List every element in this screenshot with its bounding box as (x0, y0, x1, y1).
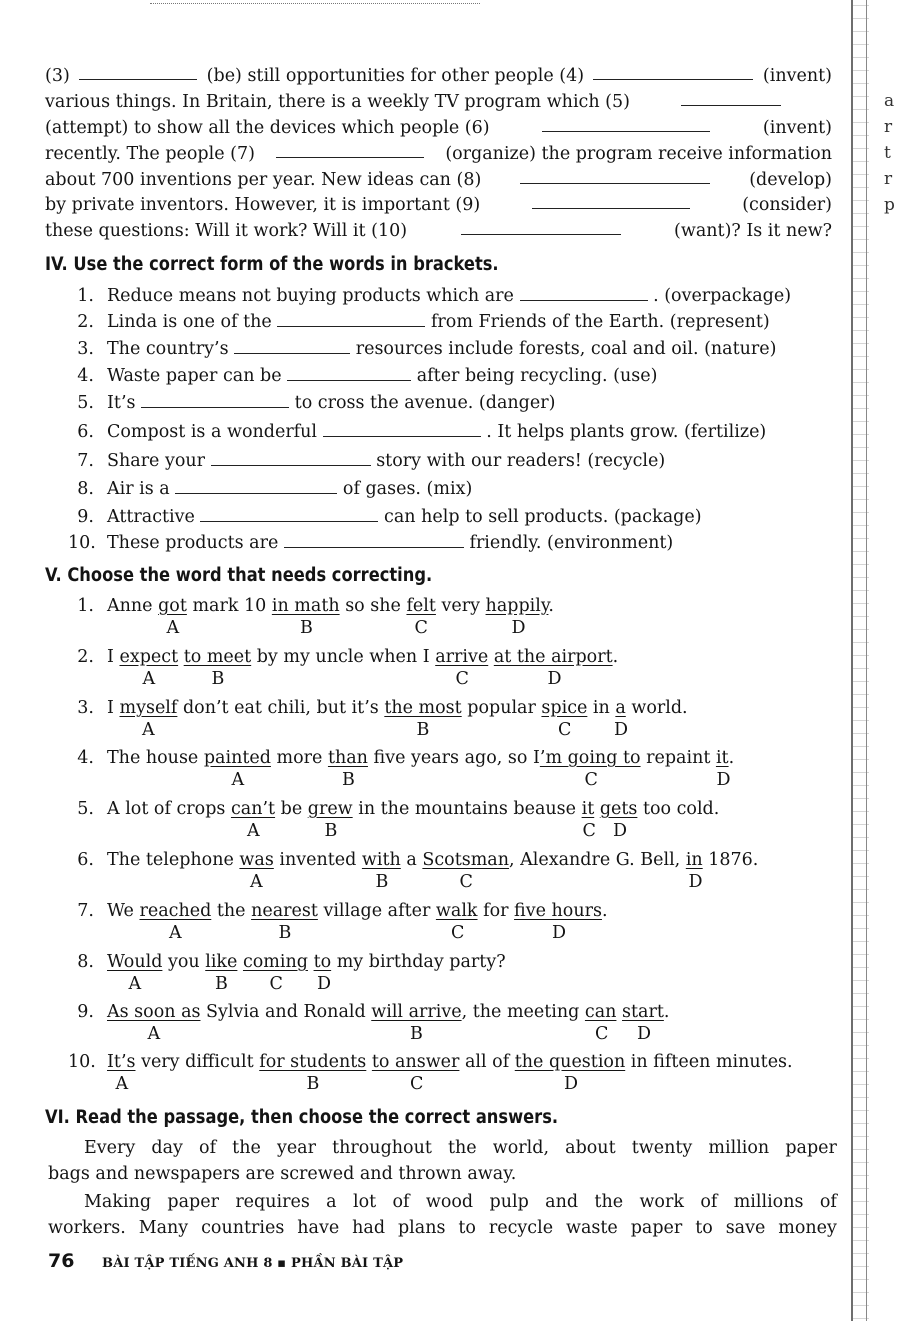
underlined-option[interactable]: arrive (435, 647, 489, 667)
passage-word: recycle (488, 1218, 554, 1238)
margin-char: a (884, 91, 895, 111)
margin-char: p (884, 195, 895, 215)
question-number: 8. (77, 952, 94, 972)
passage-word: about (565, 1138, 616, 1158)
underlined-option[interactable]: ’m going to (539, 748, 641, 768)
answer-blank[interactable] (520, 285, 648, 301)
underlined-option[interactable]: to (313, 952, 332, 972)
passage-word: throughout (332, 1138, 432, 1158)
option-letter-d: D (637, 1024, 652, 1044)
option-letter-c: C (459, 872, 473, 892)
item-text (107, 449, 665, 473)
option-letter-a: A (250, 872, 263, 892)
underlined-option[interactable]: can (584, 1002, 617, 1022)
sentence-text: . (548, 596, 554, 616)
underlined-option[interactable]: it (715, 748, 729, 768)
option-letter-a: A (166, 618, 180, 638)
option-letter-d: D (317, 974, 332, 994)
underlined-option[interactable]: it (581, 799, 595, 819)
passage-word: lot (352, 1192, 377, 1212)
answer-blank[interactable] (234, 338, 350, 354)
sentence-text: . (728, 748, 735, 768)
sentence-text: Anne (107, 596, 159, 616)
passage-line (45, 142, 832, 166)
answer-blank[interactable] (175, 478, 337, 494)
item-text-after: resources include forests, coal and oil. (nature) (355, 339, 777, 359)
option-letter-a: A (147, 1024, 161, 1044)
question-number: 1. (77, 596, 94, 616)
question-sentence (107, 848, 758, 872)
option-letter-b: B (342, 770, 355, 790)
underlined-option[interactable]: than (327, 748, 368, 768)
sentence-text: the (211, 901, 252, 921)
option-letter-b: B (278, 923, 292, 943)
passage-text: (be) still opportunities for other people (4) (206, 66, 585, 86)
answer-blank[interactable] (284, 532, 464, 548)
underlined-option[interactable]: As soon as (107, 1002, 201, 1022)
item-number: 2. (77, 312, 94, 332)
question-sentence (107, 1000, 669, 1024)
underlined-option[interactable]: myself (119, 698, 178, 718)
item-text-before: Reduce means not buying products which are (107, 286, 514, 306)
sentence-text: I (107, 647, 120, 667)
underlined-option[interactable]: start (622, 1002, 664, 1022)
passage-word: twenty (631, 1138, 693, 1158)
passage-text: these questions: Will it work? Will it (10) (45, 221, 408, 241)
book-title: BÀI TẬP TIẾNG ANH 8 ▪ PHẦN BÀI TẬP (102, 1256, 404, 1271)
passage-word: of (392, 1192, 410, 1212)
item-number: 3. (77, 339, 94, 359)
passage-line (48, 1136, 837, 1160)
passage-word: requires (235, 1192, 310, 1212)
item-text-before: Linda is one of the (107, 312, 272, 332)
passage-line (45, 64, 832, 88)
underlined-option[interactable]: at the airport (493, 647, 613, 667)
sentence-text: popular (461, 698, 542, 718)
top-dotted-rule (150, 3, 480, 4)
option-letter-b: B (215, 974, 228, 994)
option-letter-c: C (582, 821, 596, 841)
sentence-text: village after (317, 901, 436, 921)
item-number: 8. (77, 479, 94, 499)
sentence-text: repaint (640, 748, 716, 768)
item-text-before: Share your (107, 451, 206, 471)
sentence-text: . (601, 901, 608, 921)
item-number: 7. (77, 451, 94, 471)
passage-word: of (700, 1192, 718, 1212)
question-sentence (107, 899, 608, 923)
option-letter-b: B (416, 720, 430, 740)
sentence-text: mark 10 (186, 596, 272, 616)
underlined-option[interactable]: was (239, 850, 274, 870)
option-letter-d: D (613, 821, 628, 841)
option-letter-b: B (211, 669, 225, 689)
sentence-text: 1876. (702, 850, 759, 870)
option-letters (0, 668, 907, 690)
sentence-text: by my uncle when I (251, 647, 436, 667)
passage-text: (invent) (762, 118, 832, 138)
passage-word: millions (733, 1192, 804, 1212)
question-number: 7. (77, 901, 94, 921)
passage-text: bags and newspapers are screwed and thrown away. (48, 1164, 517, 1184)
item-text-before: Compost is a wonderful (107, 422, 318, 442)
passage-word: Making (84, 1192, 152, 1212)
page-footer (48, 1250, 403, 1275)
underlined-option[interactable]: walk (435, 901, 478, 921)
item-text (107, 531, 673, 555)
underlined-option[interactable]: It’s (107, 1052, 136, 1072)
underlined-option[interactable]: nearest (251, 901, 318, 921)
sentence-text: . (612, 647, 619, 667)
answer-blank[interactable] (461, 219, 621, 235)
item-text-after: . It helps plants grow. (fertilize) (486, 422, 767, 442)
option-letter-d: D (547, 669, 562, 689)
item-number: 10. (68, 533, 96, 553)
answer-blank[interactable] (520, 168, 710, 184)
passage-word: paper (630, 1218, 683, 1238)
option-letters (0, 719, 907, 741)
sentence-text: world. (625, 698, 688, 718)
passage-line (45, 90, 832, 114)
option-letter-c: C (558, 720, 572, 740)
item-text-before: The country’s (107, 339, 229, 359)
sentence-text: be (275, 799, 308, 819)
passage-text: (invent) (762, 66, 832, 86)
sentence-text: all of (459, 1052, 515, 1072)
answer-blank[interactable] (276, 142, 424, 158)
page-number: 76 (48, 1250, 75, 1272)
item-text (107, 477, 472, 501)
option-letter-d: D (564, 1074, 579, 1094)
item-number: 4. (77, 366, 94, 386)
underlined-option[interactable]: the most (384, 698, 462, 718)
sentence-text: you (162, 952, 206, 972)
passage-line (45, 193, 832, 217)
question-sentence (107, 950, 506, 974)
item-text-after: can help to sell products. (package) (384, 507, 702, 527)
passage-word: the (594, 1192, 624, 1212)
option-letter-c: C (595, 1024, 609, 1044)
underlined-option[interactable]: Would (107, 952, 163, 972)
underlined-option[interactable]: with (361, 850, 401, 870)
item-text (107, 310, 770, 334)
option-letter-a: A (169, 923, 182, 943)
section-6-heading: VI. Read the passage, then choose the correct answers. (45, 1107, 559, 1128)
option-letter-b: B (324, 821, 338, 841)
sentence-text: Sylvia and Ronald (200, 1002, 372, 1022)
answer-blank[interactable] (287, 365, 411, 381)
underlined-option[interactable]: the question (514, 1052, 626, 1072)
item-text-after: after being recycling. (use) (416, 366, 658, 386)
passage-word: plans (397, 1218, 446, 1238)
underlined-option[interactable]: in (685, 850, 703, 870)
option-letters (0, 617, 907, 639)
underlined-option[interactable]: gets (599, 799, 638, 819)
sentence-text: The house (107, 748, 204, 768)
option-letter-a: A (142, 720, 155, 740)
question-number: 3. (77, 698, 94, 718)
passage-line (45, 219, 832, 243)
passage-text: (consider) (742, 195, 832, 215)
underlined-option[interactable]: to meet (183, 647, 252, 667)
sentence-text: A lot of crops (107, 799, 231, 819)
item-text-after: to cross the avenue. (danger) (294, 393, 556, 413)
underlined-option[interactable]: can’t (230, 799, 276, 819)
passage-text: various things. In Britain, there is a weekly TV program which (5) (45, 92, 630, 112)
item-text (107, 364, 657, 388)
sentence-text: very (435, 596, 486, 616)
section-5-heading: V. Choose the word that needs correcting. (45, 565, 433, 586)
answer-blank[interactable] (277, 311, 425, 327)
option-letter-a: A (128, 974, 142, 994)
underlined-option[interactable]: like (205, 952, 238, 972)
underlined-option[interactable]: got (158, 596, 187, 616)
item-text-after: friendly. (environment) (469, 533, 674, 553)
option-letter-b: B (300, 618, 313, 638)
option-letters (0, 973, 907, 995)
passage-text: (organize) the program receive information (445, 144, 832, 164)
passage-word: to (695, 1218, 713, 1238)
sentence-text: in fifteen minutes. (625, 1052, 793, 1072)
passage-text: about 700 inventions per year. New ideas can (8) (45, 170, 482, 190)
sentence-text: We (107, 901, 140, 921)
option-letter-b: B (375, 872, 389, 892)
question-sentence (107, 797, 719, 821)
option-letter-c: C (269, 974, 283, 994)
option-letter-c: C (584, 770, 598, 790)
item-text (107, 284, 791, 308)
option-letters (0, 871, 907, 893)
underlined-option[interactable]: painted (203, 748, 271, 768)
passage-word: countries (201, 1218, 285, 1238)
sentence-text: in the mountains beause (352, 799, 582, 819)
sentence-text: a (400, 850, 423, 870)
question-number: 2. (77, 647, 94, 667)
passage-word: workers. (48, 1218, 126, 1238)
item-number: 6. (77, 422, 94, 442)
underlined-option[interactable]: happily (485, 596, 549, 616)
margin-char: r (884, 117, 893, 137)
passage-word: pulp (489, 1192, 529, 1212)
passage-word: of (819, 1192, 837, 1212)
item-number: 9. (77, 507, 94, 527)
question-sentence (107, 696, 688, 720)
sentence-text: I (107, 698, 120, 718)
answer-blank[interactable] (593, 64, 753, 80)
passage-word: Every (84, 1138, 136, 1158)
underlined-option[interactable]: five hours (514, 901, 602, 921)
option-letter-a: A (142, 669, 156, 689)
underlined-option[interactable]: felt (406, 596, 436, 616)
option-letters (0, 1023, 907, 1045)
underlined-option[interactable]: Scotsman (422, 850, 510, 870)
passage-text: (attempt) to show all the devices which people (6) (45, 118, 490, 138)
passage-word: of (199, 1138, 217, 1158)
margin-char: r (884, 169, 893, 189)
item-text-before: Waste paper can be (107, 366, 282, 386)
passage-line (48, 1216, 837, 1240)
answer-blank[interactable] (141, 392, 289, 408)
passage-text: (want)? Is it new? (674, 221, 832, 241)
question-sentence (107, 1050, 793, 1074)
item-number: 1. (77, 286, 94, 306)
option-letter-a: A (231, 770, 245, 790)
passage-word: save (725, 1218, 766, 1238)
passage-word: money (778, 1218, 837, 1238)
question-number: 5. (77, 799, 94, 819)
option-letter-d: D (614, 720, 629, 740)
section-4-heading: IV. Use the correct form of the words in brackets. (45, 254, 499, 275)
underlined-option[interactable]: to answer (371, 1052, 460, 1072)
passage-word: world, (492, 1138, 550, 1158)
page-binding-line (866, 0, 867, 1321)
underlined-option[interactable]: for students (259, 1052, 367, 1072)
item-number: 5. (77, 393, 94, 413)
passage-line (48, 1162, 837, 1186)
underlined-option[interactable]: coming (242, 952, 308, 972)
answer-blank[interactable] (200, 506, 378, 522)
item-text-after: story with our readers! (recycle) (376, 451, 666, 471)
sentence-text: very difficult (135, 1052, 260, 1072)
passage-text: recently. The people (7) (45, 144, 255, 164)
question-sentence (107, 645, 618, 669)
underlined-option[interactable]: grew (307, 799, 353, 819)
passage-word: year (276, 1138, 316, 1158)
option-letters (0, 769, 907, 791)
passage-text: by private inventors. However, it is important (9) (45, 195, 481, 215)
item-text (107, 420, 766, 444)
passage-text: (3) (45, 66, 70, 86)
item-text-after: of gases. (mix) (342, 479, 473, 499)
option-letter-d: D (552, 923, 567, 943)
passage-word: had (352, 1218, 386, 1238)
item-text-before: Air is a (107, 479, 170, 499)
passage-text: (develop) (749, 170, 832, 190)
option-letter-a: A (247, 821, 260, 841)
underlined-option[interactable]: will arrive (371, 1002, 462, 1022)
question-sentence (107, 594, 554, 618)
sentence-text: . (663, 1002, 670, 1022)
option-letter-c: C (414, 618, 428, 638)
option-letters (0, 820, 907, 842)
underlined-option[interactable]: expect (119, 647, 179, 667)
item-text-before: It’s (107, 393, 136, 413)
option-letter-d: D (716, 770, 731, 790)
margin-char: t (884, 143, 891, 163)
passage-word: and (545, 1192, 579, 1212)
passage-line (48, 1190, 837, 1214)
underlined-option[interactable]: spice (541, 698, 588, 718)
answer-blank[interactable] (79, 64, 197, 80)
option-letter-c: C (410, 1074, 424, 1094)
question-sentence (107, 746, 734, 770)
passage-word: paper (167, 1192, 219, 1212)
passage-word: million (708, 1138, 770, 1158)
sentence-text: in (587, 698, 616, 718)
item-text-after: from Friends of the Earth. (represent) (430, 312, 770, 332)
sentence-text: , the meeting (461, 1002, 585, 1022)
option-letter-b: B (410, 1024, 423, 1044)
passage-word: the (448, 1138, 477, 1158)
item-text-before: These products are (107, 533, 279, 553)
item-text (107, 505, 702, 529)
option-letter-d: D (688, 872, 703, 892)
sentence-text: five years ago, so I (367, 748, 540, 768)
answer-blank[interactable] (532, 193, 690, 209)
sentence-text: too cold. (637, 799, 720, 819)
item-text-after: . (overpackage) (653, 286, 792, 306)
passage-word: have (297, 1218, 340, 1238)
sentence-text: , Alexandre G. Bell, (509, 850, 686, 870)
question-number: 9. (77, 1002, 94, 1022)
question-number: 10. (68, 1052, 96, 1072)
sentence-text: so she (339, 596, 407, 616)
answer-blank[interactable] (542, 116, 710, 132)
passage-word: to (458, 1218, 476, 1238)
passage-word: day (151, 1138, 183, 1158)
sentence-text: my birthday party? (331, 952, 506, 972)
answer-blank[interactable] (681, 90, 781, 106)
sentence-text: don’t eat chili, but it’s (177, 698, 385, 718)
passage-word: waste (565, 1218, 618, 1238)
passage-word: Many (138, 1218, 189, 1238)
option-letter-a: A (115, 1074, 129, 1094)
passage-word: work (639, 1192, 684, 1212)
passage-line (45, 168, 832, 192)
answer-blank[interactable] (211, 450, 371, 466)
sentence-text: more (270, 748, 328, 768)
question-number: 6. (77, 850, 94, 870)
passage-word: a (326, 1192, 337, 1212)
sentence-text: The telephone (107, 850, 240, 870)
option-letter-c: C (451, 923, 465, 943)
answer-blank[interactable] (323, 421, 481, 437)
underlined-option[interactable]: a (615, 698, 626, 718)
item-text (107, 391, 555, 415)
underlined-option[interactable]: in math (271, 596, 340, 616)
option-letter-c: C (455, 669, 469, 689)
passage-word: paper (785, 1138, 837, 1158)
sentence-text: invented (273, 850, 362, 870)
adjacent-page-fragment (884, 88, 906, 218)
option-letters (0, 1073, 907, 1095)
item-text-before: Attractive (107, 507, 195, 527)
option-letter-d: D (511, 618, 526, 638)
option-letters (0, 922, 907, 944)
option-letter-b: B (306, 1074, 320, 1094)
passage-word: the (232, 1138, 261, 1158)
question-number: 4. (77, 748, 94, 768)
item-text (107, 337, 776, 361)
passage-word: wood (425, 1192, 474, 1212)
passage-line (45, 116, 832, 140)
sentence-text: for (477, 901, 515, 921)
underlined-option[interactable]: reached (139, 901, 212, 921)
